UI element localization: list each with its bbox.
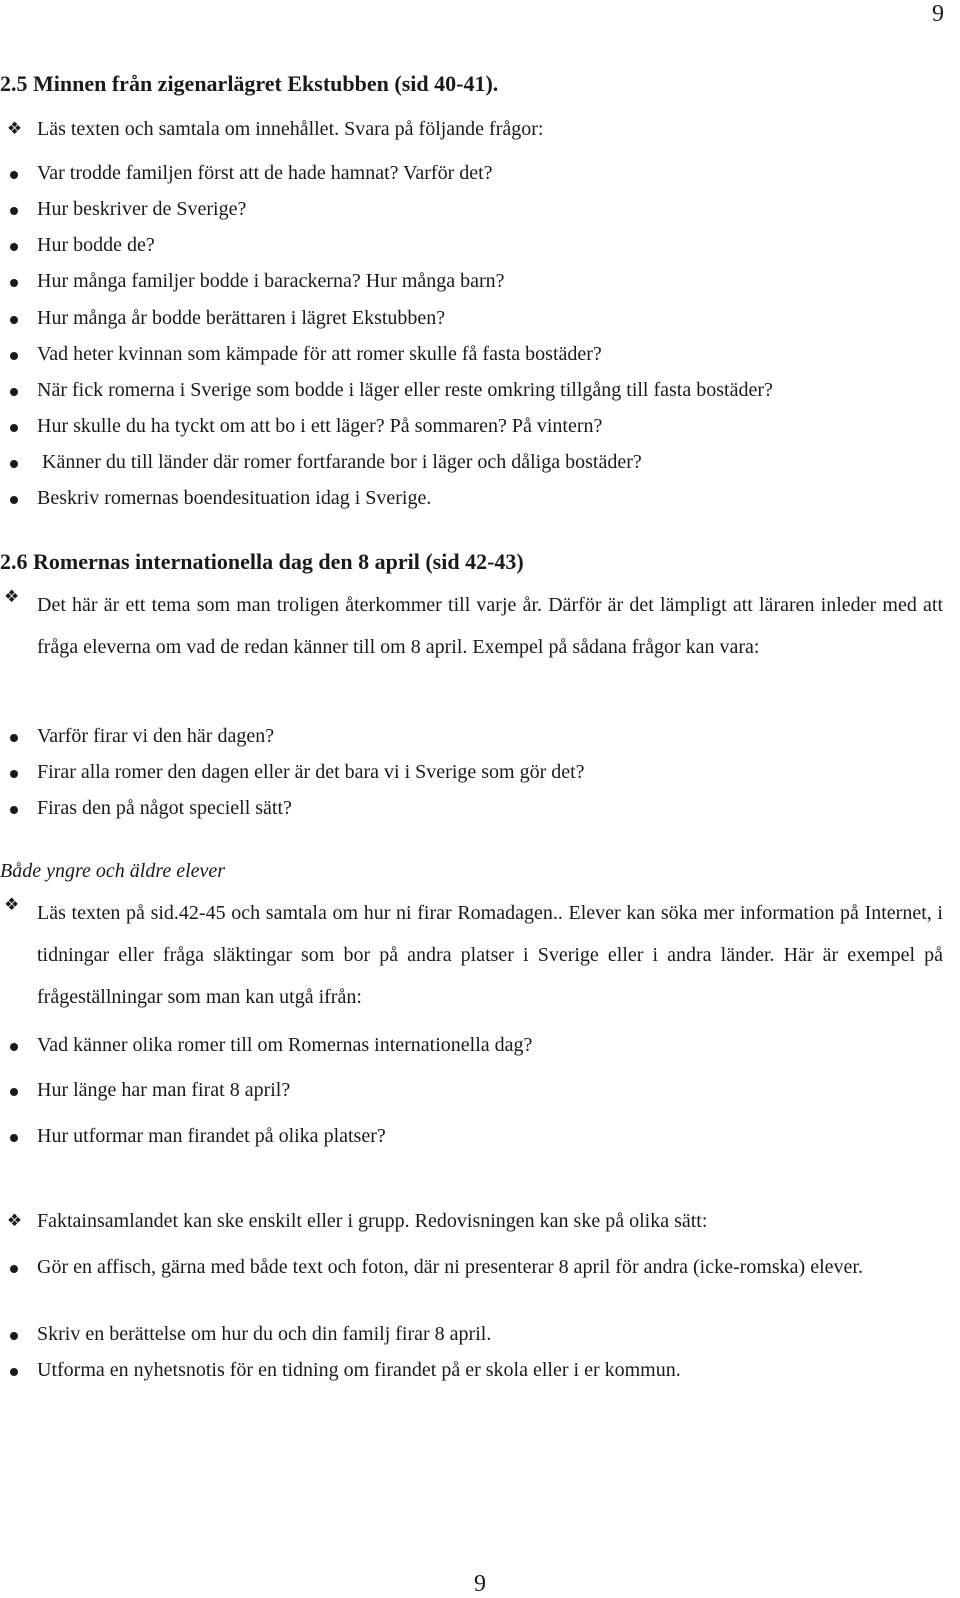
page-number-bottom: 9 bbox=[474, 1571, 486, 1597]
bullet-dot-icon bbox=[10, 1134, 18, 1142]
bullet-dot-icon bbox=[10, 460, 18, 468]
question-text: Hur bodde de? bbox=[37, 234, 155, 256]
presentation-item-text: Gör en affisch, gärna med både text och foton, där ni presenterar 8 april för andra (icke-romska) elever. bbox=[37, 1256, 863, 1278]
presentation-item-text: Utforma en nyhetsnotis för en tidning om firandet på er skola eller i er kommun. bbox=[37, 1359, 681, 1381]
question-text: Firas den på något speciell sätt? bbox=[37, 797, 292, 819]
intro-paragraph bbox=[4, 584, 943, 668]
section-title: Romernas internationella dag den 8 april (sid 42-43) bbox=[27, 549, 524, 574]
bullet-dot-icon bbox=[10, 171, 18, 179]
section-2-5-heading: 2.5 Minnen från zigenarlägret Ekstubben (sid 40-41). bbox=[0, 71, 499, 96]
question-text: Vad känner olika romer till om Romernas internationella dag? bbox=[37, 1034, 533, 1056]
question-text: Hur länge har man firat 8 april? bbox=[37, 1079, 291, 1101]
bullet-dot-icon bbox=[10, 279, 18, 287]
section-number: 2.6 bbox=[0, 549, 28, 574]
four-diamond-icon: ❖ bbox=[4, 895, 19, 914]
bullet-dot-icon bbox=[10, 734, 18, 742]
presentation-text: Faktainsamlandet kan ske enskilt eller i grupp. Redovisningen kan ske på olika sätt: bbox=[37, 1210, 708, 1232]
page-number-top: 9 bbox=[932, 1, 944, 27]
question-text: Varför firar vi den här dagen? bbox=[37, 725, 275, 747]
bullet-dot-icon bbox=[10, 424, 18, 432]
bullet-dot-icon bbox=[10, 770, 18, 778]
bullet-dot-icon bbox=[10, 207, 18, 215]
bullet-dot-icon bbox=[10, 806, 18, 814]
bullet-dot-icon bbox=[10, 1043, 18, 1051]
four-diamond-icon: ❖ bbox=[6, 119, 22, 138]
presentation-item-text: Skriv en berättelse om hur du och din familj firar 8 april. bbox=[37, 1323, 492, 1345]
task-text: Läs texten på sid.42-45 och samtala om hur ni firar Romadagen.. Elever kan söka mer information på Internet, i tidningar eller fråga släktingar som bor på andra platser i Sverige eller i andra länder. Här är exempel på frågeställningar som man kan utgå ifrån: bbox=[37, 902, 943, 1008]
bullet-dot-icon bbox=[10, 316, 18, 324]
question-text: Hur skulle du ha tyckt om att bo i ett läger? På sommaren? På vintern? bbox=[37, 415, 603, 437]
bullet-dot-icon bbox=[10, 388, 18, 396]
question-text: Hur utformar man firandet på olika platser? bbox=[37, 1125, 386, 1147]
bullet-dot-icon bbox=[10, 1368, 18, 1376]
bullet-dot-icon bbox=[10, 1332, 18, 1340]
four-diamond-icon: ❖ bbox=[4, 587, 19, 606]
question-text: Var trodde familjen först att de hade hamnat? Varför det? bbox=[37, 162, 493, 184]
question-text: När fick romerna i Sverige som bodde i läger eller reste omkring tillgång till fasta bostäder? bbox=[37, 379, 773, 401]
list-item bbox=[37, 1251, 943, 1284]
question-text: Vad heter kvinnan som kämpade för att romer skulle få fasta bostäder? bbox=[37, 343, 602, 365]
bullet-dot-icon bbox=[10, 1088, 18, 1096]
question-text: Känner du till länder där romer fortfarande bor i läger och dåliga bostäder? bbox=[37, 451, 642, 473]
question-text: Hur många år bodde berättaren i lägret Ekstubben? bbox=[37, 307, 446, 329]
question-text: Firar alla romer den dagen eller är det bara vi i Sverige som gör det? bbox=[37, 761, 585, 783]
question-text: Hur många familjer bodde i barackerna? Hur många barn? bbox=[37, 270, 505, 292]
section-2-6-heading bbox=[0, 548, 524, 576]
intro-text: Det här är ett tema som man troligen återkommer till varje år. Därför är det lämpligt att läraren inleder med att fråga eleverna om vad de redan känner till om 8 april. Exempel på sådana frågor kan vara: bbox=[37, 594, 943, 658]
task-paragraph bbox=[4, 892, 943, 1018]
four-diamond-icon: ❖ bbox=[6, 1211, 22, 1230]
bullet-dot-icon bbox=[10, 243, 18, 251]
question-text: Hur beskriver de Sverige? bbox=[37, 198, 247, 220]
question-text: Beskriv romernas boendesituation idag i Sverige. bbox=[37, 487, 432, 509]
instruction-text: Läs texten och samtala om innehållet. Svara på följande frågor: bbox=[37, 118, 544, 140]
subheading: Både yngre och äldre elever bbox=[0, 860, 226, 882]
bullet-dot-icon bbox=[10, 496, 18, 504]
bullet-dot-icon bbox=[10, 1265, 18, 1273]
bullet-dot-icon bbox=[10, 352, 18, 360]
